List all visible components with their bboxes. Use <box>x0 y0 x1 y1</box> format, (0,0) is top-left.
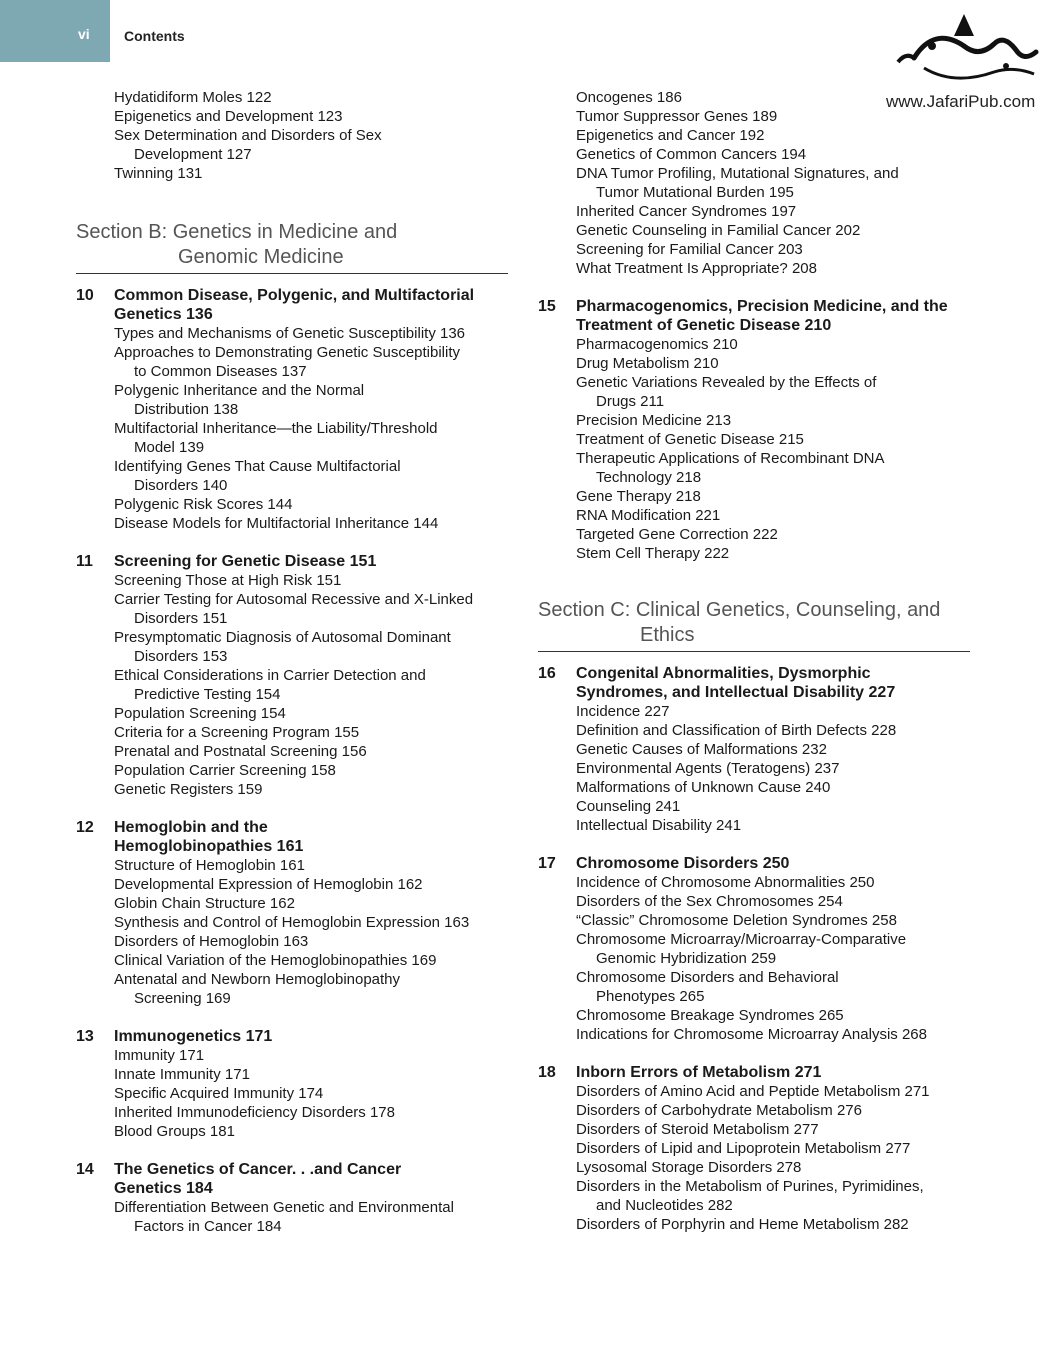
chapter-title: The Genetics of Cancer. . .and Cancer Genetics 184 <box>114 1161 402 1197</box>
toc-entry: Gene Therapy 218 <box>576 488 701 505</box>
top-entries-right <box>538 88 978 278</box>
toc-entry: Population Screening 154 <box>114 705 286 722</box>
toc-entry: Tumor Mutational Burden 195 <box>596 184 794 201</box>
toc-entry: Development 127 <box>134 146 252 163</box>
toc-entry: Screening for Familial Cancer 203 <box>576 241 803 258</box>
toc-entry: DNA Tumor Profiling, Mutational Signatures, and <box>576 165 899 182</box>
section-heading-line: Ethics <box>640 624 695 646</box>
toc-entry: Definition and Classification of Birth Defects 228 <box>576 722 897 739</box>
chapter-number: 17 <box>538 855 556 872</box>
section-heading-line: Section C: Clinical Genetics, Counseling, and <box>538 599 941 621</box>
toc-entry: Polygenic Risk Scores 144 <box>114 496 293 513</box>
chapter-title: Pharmacogenomics, Precision Medicine, and the Treatment of Genetic Disease 210 <box>576 298 948 334</box>
chapter-17 <box>538 854 978 1044</box>
toc-entry: Genetic Causes of Malformations 232 <box>576 741 827 758</box>
toc-entry: Model 139 <box>134 439 205 456</box>
chapter-10 <box>76 286 516 533</box>
toc-entry: Types and Mechanisms of Genetic Susceptibility 136 <box>114 325 466 342</box>
chapter-title: Common Disease, Polygenic, and Multifactorial Genetics 136 <box>114 287 475 323</box>
toc-entry: Phenotypes 265 <box>596 988 705 1005</box>
chapter-15 <box>538 297 978 563</box>
chapter-title: Chromosome Disorders 250 <box>576 855 790 872</box>
chapter-number: 15 <box>538 298 556 315</box>
chapter-heading <box>76 552 516 571</box>
toc-entry: Blood Groups 181 <box>114 1123 235 1140</box>
toc-entry: Disorders of Carbohydrate Metabolism 276 <box>576 1102 862 1119</box>
toc-entry: Disorders 140 <box>134 477 228 494</box>
running-title: Contents <box>124 28 185 44</box>
toc-entry: Distribution 138 <box>134 401 239 418</box>
toc-entry: Indications for Chromosome Microarray Analysis 268 <box>576 1026 927 1043</box>
section-heading <box>76 220 508 274</box>
toc-entry: Intellectual Disability 241 <box>576 817 742 834</box>
page-number: vi <box>78 26 90 42</box>
chapter-number: 13 <box>76 1028 94 1045</box>
toc-entry: Sex Determination and Disorders of Sex <box>114 127 382 144</box>
toc-entry: Disease Models for Multifactorial Inheritance 144 <box>114 515 439 532</box>
publisher-url: www.JafariPub.com <box>886 92 1036 111</box>
toc-entry: Inherited Immunodeficiency Disorders 178 <box>114 1104 395 1121</box>
toc-entry: Chromosome Breakage Syndromes 265 <box>576 1007 844 1024</box>
toc-entry: Disorders of Porphyrin and Heme Metabolism 282 <box>576 1216 909 1233</box>
toc-entry: Lysosomal Storage Disorders 278 <box>576 1159 802 1176</box>
toc-entry: Genetic Registers 159 <box>114 781 263 798</box>
toc-entry: RNA Modification 221 <box>576 507 721 524</box>
toc-entry: Genomic Hybridization 259 <box>596 950 777 967</box>
toc-entry: Disorders of Hemoglobin 163 <box>114 933 309 950</box>
toc-entry: Genetic Variations Revealed by the Effects of <box>576 374 877 391</box>
toc-entry: Epigenetics and Cancer 192 <box>576 127 765 144</box>
chapter-heading <box>538 664 978 702</box>
toc-entry: What Treatment Is Appropriate? 208 <box>576 260 817 277</box>
toc-entry: Tumor Suppressor Genes 189 <box>576 108 778 125</box>
toc-entry: Specific Acquired Immunity 174 <box>114 1085 324 1102</box>
chapter-number: 11 <box>76 553 93 570</box>
toc-entry: Targeted Gene Correction 222 <box>576 526 778 543</box>
toc-entry: Malformations of Unknown Cause 240 <box>576 779 831 796</box>
toc-entry: Population Carrier Screening 158 <box>114 762 336 779</box>
toc-entry: Hydatidiform Moles 122 <box>114 89 272 106</box>
chapter-title: Hemoglobin and the Hemoglobinopathies 161 <box>114 819 304 855</box>
toc-entry: Chromosome Microarray/Microarray-Comparative <box>576 931 907 948</box>
chapter-number: 10 <box>76 287 94 304</box>
left-column <box>76 88 516 1236</box>
toc-entry: Disorders of Lipid and Lipoprotein Metabolism 277 <box>576 1140 911 1157</box>
toc-entry: Disorders of the Sex Chromosomes 254 <box>576 893 843 910</box>
toc-entry: Disorders 151 <box>134 610 228 627</box>
chapter-title: Screening for Genetic Disease 151 <box>114 553 377 570</box>
section-heading <box>538 598 970 652</box>
chapter-heading <box>76 1160 516 1198</box>
chapter-13 <box>76 1027 516 1141</box>
toc-entry: Criteria for a Screening Program 155 <box>114 724 360 741</box>
toc-entry: Ethical Considerations in Carrier Detection and <box>114 667 426 684</box>
toc-entry: Polygenic Inheritance and the Normal <box>114 382 365 399</box>
toc-entry: Identifying Genes That Cause Multifactorial <box>114 458 401 475</box>
toc-entry: “Classic” Chromosome Deletion Syndromes 258 <box>576 912 897 929</box>
toc-entry: Immunity 171 <box>114 1047 205 1064</box>
toc-entry: Stem Cell Therapy 222 <box>576 545 730 562</box>
toc-entry: Carrier Testing for Autosomal Recessive and X-Linked <box>114 591 474 608</box>
toc-entry: Globin Chain Structure 162 <box>114 895 295 912</box>
toc-entry: Counseling 241 <box>576 798 681 815</box>
toc-entry: Presymptomatic Diagnosis of Autosomal Dominant <box>114 629 451 646</box>
chapter-heading <box>76 286 516 324</box>
toc-entry: Innate Immunity 171 <box>114 1066 250 1083</box>
toc-entry: Disorders in the Metabolism of Purines, Pyrimidines, <box>576 1178 924 1195</box>
chapter-number: 16 <box>538 665 556 682</box>
toc-entry: Oncogenes 186 <box>576 89 682 106</box>
chapter-title: Immunogenetics 171 <box>114 1028 273 1045</box>
toc-entry: and Nucleotides 282 <box>596 1197 733 1214</box>
chapter-number: 18 <box>538 1064 556 1081</box>
chapter-heading <box>76 818 516 856</box>
toc-entry: Factors in Cancer 184 <box>134 1218 282 1235</box>
toc-entry: Disorders 153 <box>134 648 228 665</box>
toc-entry: Treatment of Genetic Disease 215 <box>576 431 804 448</box>
toc-entry: Drug Metabolism 210 <box>576 355 719 372</box>
toc-entry: Developmental Expression of Hemoglobin 162 <box>114 876 423 893</box>
toc-entry: Screening 169 <box>134 990 231 1007</box>
chapter-title: Congenital Abnormalities, Dysmorphic Syndromes, and Intellectual Disability 227 <box>576 665 896 701</box>
chapter-12 <box>76 818 516 1008</box>
chapter-title: Inborn Errors of Metabolism 271 <box>576 1064 822 1081</box>
toc-entry: Disorders of Steroid Metabolism 277 <box>576 1121 819 1138</box>
chapter-heading <box>538 1063 978 1082</box>
toc-entry: Genetics of Common Cancers 194 <box>576 146 807 163</box>
toc-entry: Drugs 211 <box>596 393 665 410</box>
toc-entry: Screening Those at High Risk 151 <box>114 572 342 589</box>
toc-entry: Prenatal and Postnatal Screening 156 <box>114 743 367 760</box>
toc-entry: Twinning 131 <box>114 165 203 182</box>
toc-entry: Precision Medicine 213 <box>576 412 732 429</box>
top-entries-left <box>76 88 516 183</box>
toc-entry: Chromosome Disorders and Behavioral <box>576 969 839 986</box>
toc-entry: Antenatal and Newborn Hemoglobinopathy <box>114 971 401 988</box>
toc-entry: Synthesis and Control of Hemoglobin Expression 163 <box>114 914 470 931</box>
chapter-heading <box>538 854 978 873</box>
toc-entry: Environmental Agents (Teratogens) 237 <box>576 760 840 777</box>
section-heading-line: Genomic Medicine <box>178 246 344 268</box>
toc-entry: Clinical Variation of the Hemoglobinopathies 169 <box>114 952 437 969</box>
toc-entry: Epigenetics and Development 123 <box>114 108 343 125</box>
toc-entry: Incidence of Chromosome Abnormalities 250 <box>576 874 875 891</box>
toc-entry: Pharmacogenomics 210 <box>576 336 738 353</box>
toc-entry: Multifactorial Inheritance—the Liability/Threshold <box>114 420 438 437</box>
chapter-18 <box>538 1063 978 1234</box>
chapter-16 <box>538 664 978 835</box>
section-heading-line: Section B: Genetics in Medicine and <box>76 221 398 243</box>
chapter-heading <box>538 297 978 335</box>
chapter-number: 12 <box>76 819 94 836</box>
toc-entry: Therapeutic Applications of Recombinant DNA <box>576 450 885 467</box>
chapter-number: 14 <box>76 1161 94 1178</box>
toc-entry: Approaches to Demonstrating Genetic Susceptibility <box>114 344 461 361</box>
toc-entry: Genetic Counseling in Familial Cancer 202 <box>576 222 861 239</box>
right-column <box>538 88 978 1234</box>
page-number-tab <box>0 0 110 62</box>
toc-entry: Disorders of Amino Acid and Peptide Metabolism 271 <box>576 1083 930 1100</box>
toc-entry: Incidence 227 <box>576 703 670 720</box>
toc-entry: Technology 218 <box>596 469 702 486</box>
toc-entry: Predictive Testing 154 <box>134 686 281 703</box>
toc-entry: Inherited Cancer Syndromes 197 <box>576 203 797 220</box>
calligraphy-logo-icon <box>884 6 1050 92</box>
chapter-14 <box>76 1160 516 1236</box>
chapter-11 <box>76 552 516 799</box>
toc-entry: Structure of Hemoglobin 161 <box>114 857 305 874</box>
toc-entry: to Common Diseases 137 <box>134 363 307 380</box>
toc-entry: Differentiation Between Genetic and Environmental <box>114 1199 454 1216</box>
chapter-heading <box>76 1027 516 1046</box>
